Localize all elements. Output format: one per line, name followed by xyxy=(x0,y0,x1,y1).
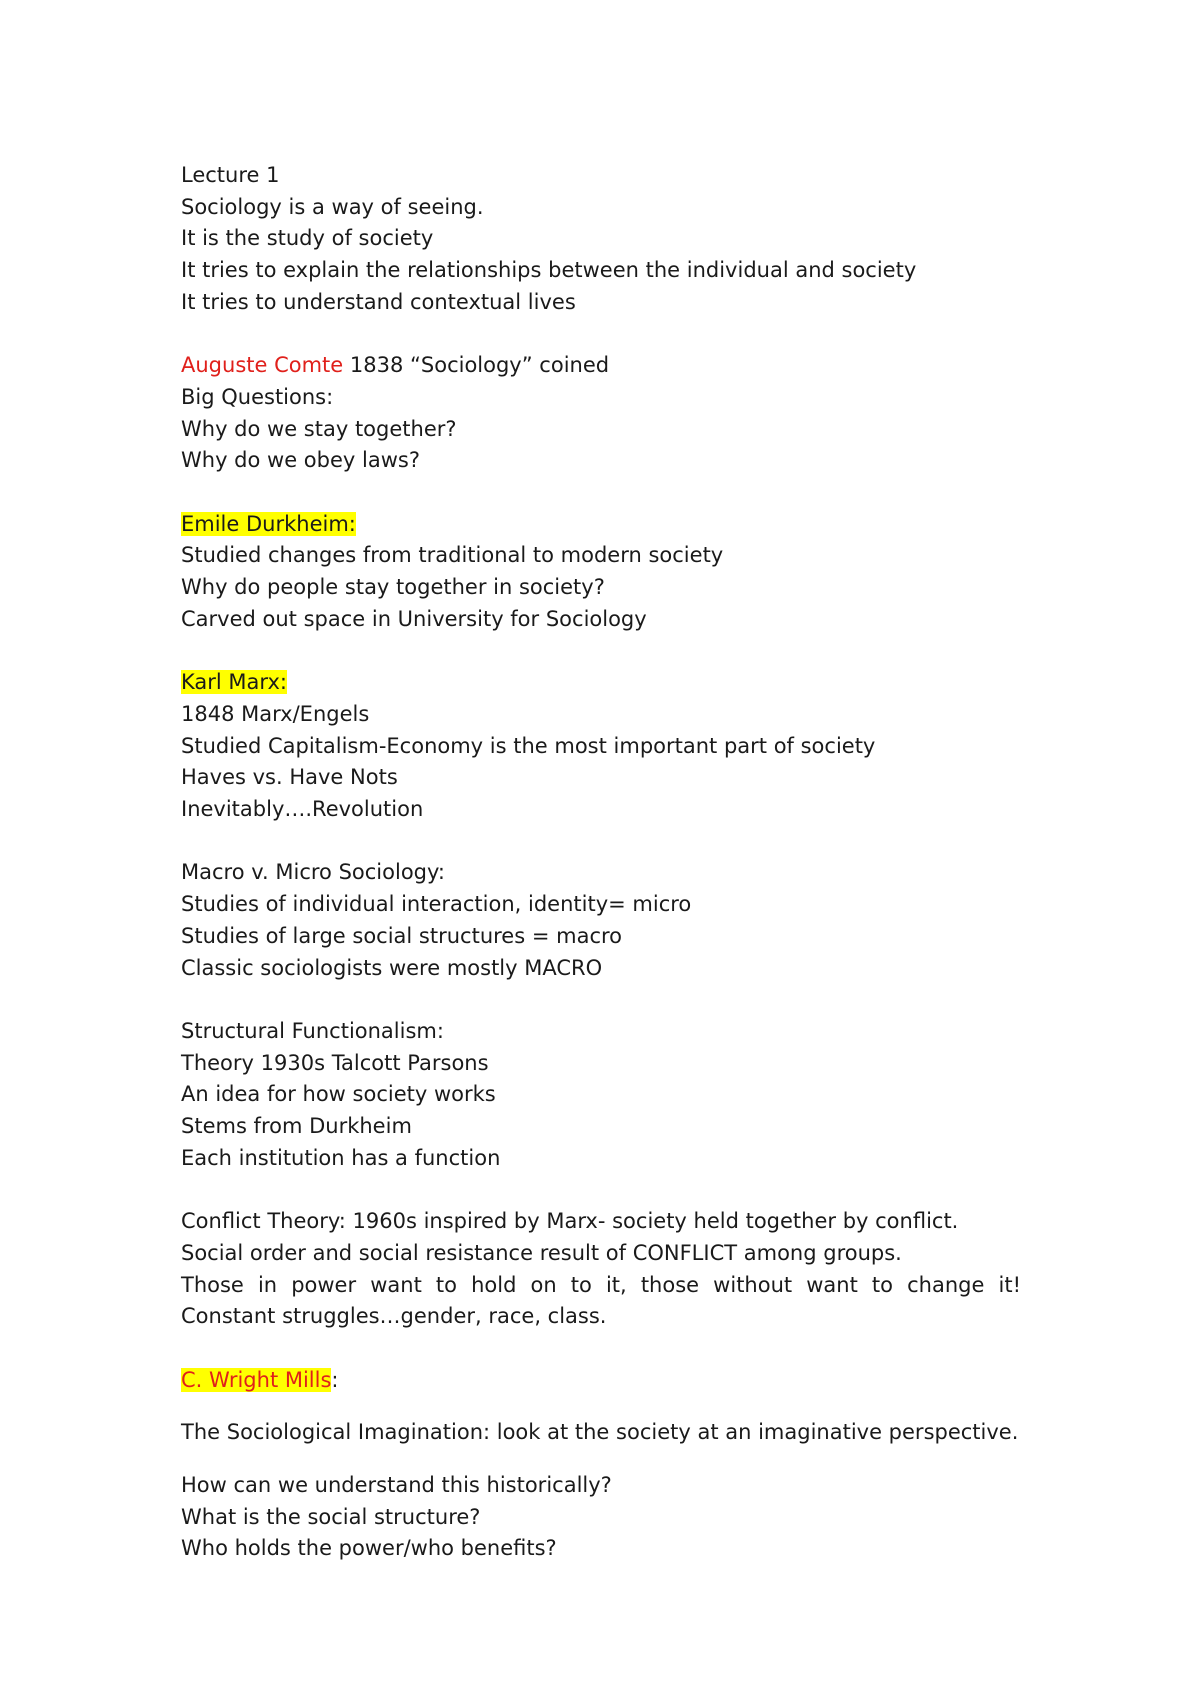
functionalism-line: Each institution has a function xyxy=(181,1145,501,1170)
intro-line: It tries to explain the relationships between the individual and society xyxy=(181,258,917,283)
functionalism-line: Theory 1930s Talcott Parsons xyxy=(181,1050,489,1075)
functionalism-heading: Structural Functionalism: xyxy=(181,1018,444,1043)
marx-line: Studied Capitalism-Economy is the most important part of society xyxy=(181,733,876,758)
conflict-line-justified: Those in power want to hold on to it, those without want to change it! xyxy=(181,1272,1021,1297)
durkheim-line: Why do people stay together in society? xyxy=(181,575,605,600)
spacer xyxy=(181,636,1021,668)
intro-line: It is the study of society xyxy=(181,226,434,251)
document-body xyxy=(181,160,1021,1565)
spacer xyxy=(181,826,1021,858)
functionalism-line: Stems from Durkheim xyxy=(181,1114,412,1139)
spacer xyxy=(181,319,1021,351)
macro-micro-heading: Macro v. Micro Sociology: xyxy=(181,860,445,885)
intro-line: It tries to understand contextual lives xyxy=(181,289,576,314)
mills-colon: : xyxy=(331,1367,339,1392)
mills-line: How can we understand this historically? xyxy=(181,1473,612,1498)
comte-line: Why do we obey laws? xyxy=(181,448,420,473)
functionalism-line: An idea for how society works xyxy=(181,1082,496,1107)
durkheim-line: Carved out space in University for Sociology xyxy=(181,606,647,631)
comte-rest: 1838 “Sociology” coined xyxy=(343,353,610,378)
intro-line: Sociology is a way of seeing. xyxy=(181,194,484,219)
comte-line: Big Questions: xyxy=(181,384,334,409)
mills-imagination-paragraph: The Sociological Imagination: look at the society at an imaginative perspective. xyxy=(181,1420,1019,1445)
marx-line: Inevitably….Revolution xyxy=(181,797,424,822)
marx-line: 1848 Marx/Engels xyxy=(181,701,370,726)
durkheim-heading-line xyxy=(181,509,1021,541)
mills-line: What is the social structure? xyxy=(181,1504,481,1529)
conflict-line: Constant struggles…gender, race, class. xyxy=(181,1304,607,1329)
macro-micro-line: Studies of large social structures = macro xyxy=(181,923,623,948)
conflict-line: Social order and social resistance result of CONFLICT among groups. xyxy=(181,1240,902,1265)
mills-heading-line xyxy=(181,1365,1021,1397)
spacer xyxy=(181,1174,1021,1206)
lecture-title: Lecture 1 xyxy=(181,163,280,187)
conflict-line: Conflict Theory: 1960s inspired by Marx- society held together by conflict. xyxy=(181,1209,959,1234)
marx-line: Haves vs. Have Nots xyxy=(181,765,398,790)
spacer xyxy=(181,477,1021,509)
spacer xyxy=(181,984,1021,1016)
durkheim-line: Studied changes from traditional to modern society xyxy=(181,543,724,568)
comte-line: Why do we stay together? xyxy=(181,416,457,441)
mills-line: Who holds the power/who benefits? xyxy=(181,1536,557,1561)
macro-micro-line: Studies of individual interaction, identity= micro xyxy=(181,892,692,917)
mills-heading: C. Wright Mills xyxy=(181,1367,332,1392)
macro-micro-line: Classic sociologists were mostly MACRO xyxy=(181,955,603,980)
marx-heading: Karl Marx: xyxy=(181,670,287,695)
durkheim-heading: Emile Durkheim: xyxy=(181,511,356,536)
marx-heading-line xyxy=(181,667,1021,699)
spacer xyxy=(181,1333,1021,1365)
comte-name: Auguste Comte xyxy=(181,353,344,378)
comte-heading xyxy=(181,350,1021,382)
